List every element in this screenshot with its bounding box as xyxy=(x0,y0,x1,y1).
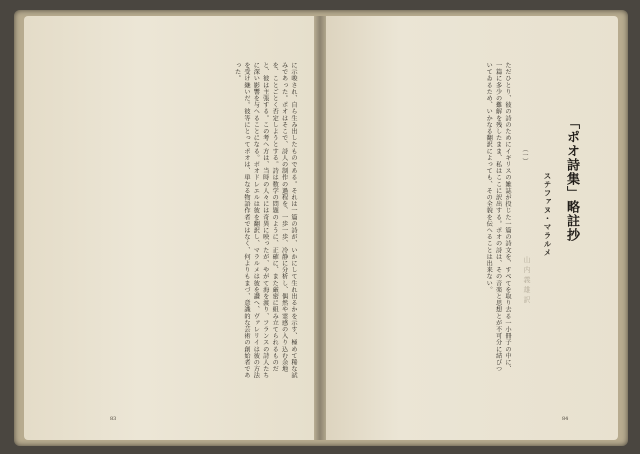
faded-stamp: 山内義雄訳 xyxy=(523,256,531,306)
book-gutter xyxy=(314,16,326,440)
right-page xyxy=(326,16,618,440)
left-page-number: 83 xyxy=(110,416,117,422)
left-page-body-text: に示唆され、自ら生み出したものである。それは一篇の詩が、いかにして生れ出るかを示す、極めて稀な試みであった。ポオはそこで、詩人の制作の過程を、一歩一歩、冷静に分析し、偶然や霊感の入り込む余地を、ことごとく否定しようとする。詩は数学の問題のように、正確に、また厳密に組み立てられるものだと、彼は主張する。この考へ方は、当時の人々には奇異に映ったが、やがて海を渡り、フランスの詩人たちに深い影響を与へることになる。ボオドレエルは彼を翻訳し、マラルメは彼を讃へ、ヴァレリイは彼の方法を受け継いだ。彼等にとってポオは、単なる物語作者ではなく、何よりもまづ、意識的な芸術の創始者であった。 xyxy=(233,62,297,379)
section-note: （一） xyxy=(521,146,528,164)
article-author: ステファヌ・マラルメ xyxy=(543,172,552,257)
right-page-number: 84 xyxy=(562,416,569,422)
article-title: 「ポオ詩集」略註抄 xyxy=(564,116,579,242)
right-page-body-text: ただひとり、彼の詩のためにイギリスの雑誌が投じた一篇の詩文を、すべてを取り去る一小冊子の中に、一篇に多少の難解を残したまま、私はここに訳出する。ポオの詩は、その音楽と思想とが不可分に結びついてゐるため、いかなる翻訳によっても、その全貌を伝へることは出来ない。 xyxy=(485,62,511,373)
open-book xyxy=(14,10,628,446)
left-page xyxy=(24,16,314,440)
